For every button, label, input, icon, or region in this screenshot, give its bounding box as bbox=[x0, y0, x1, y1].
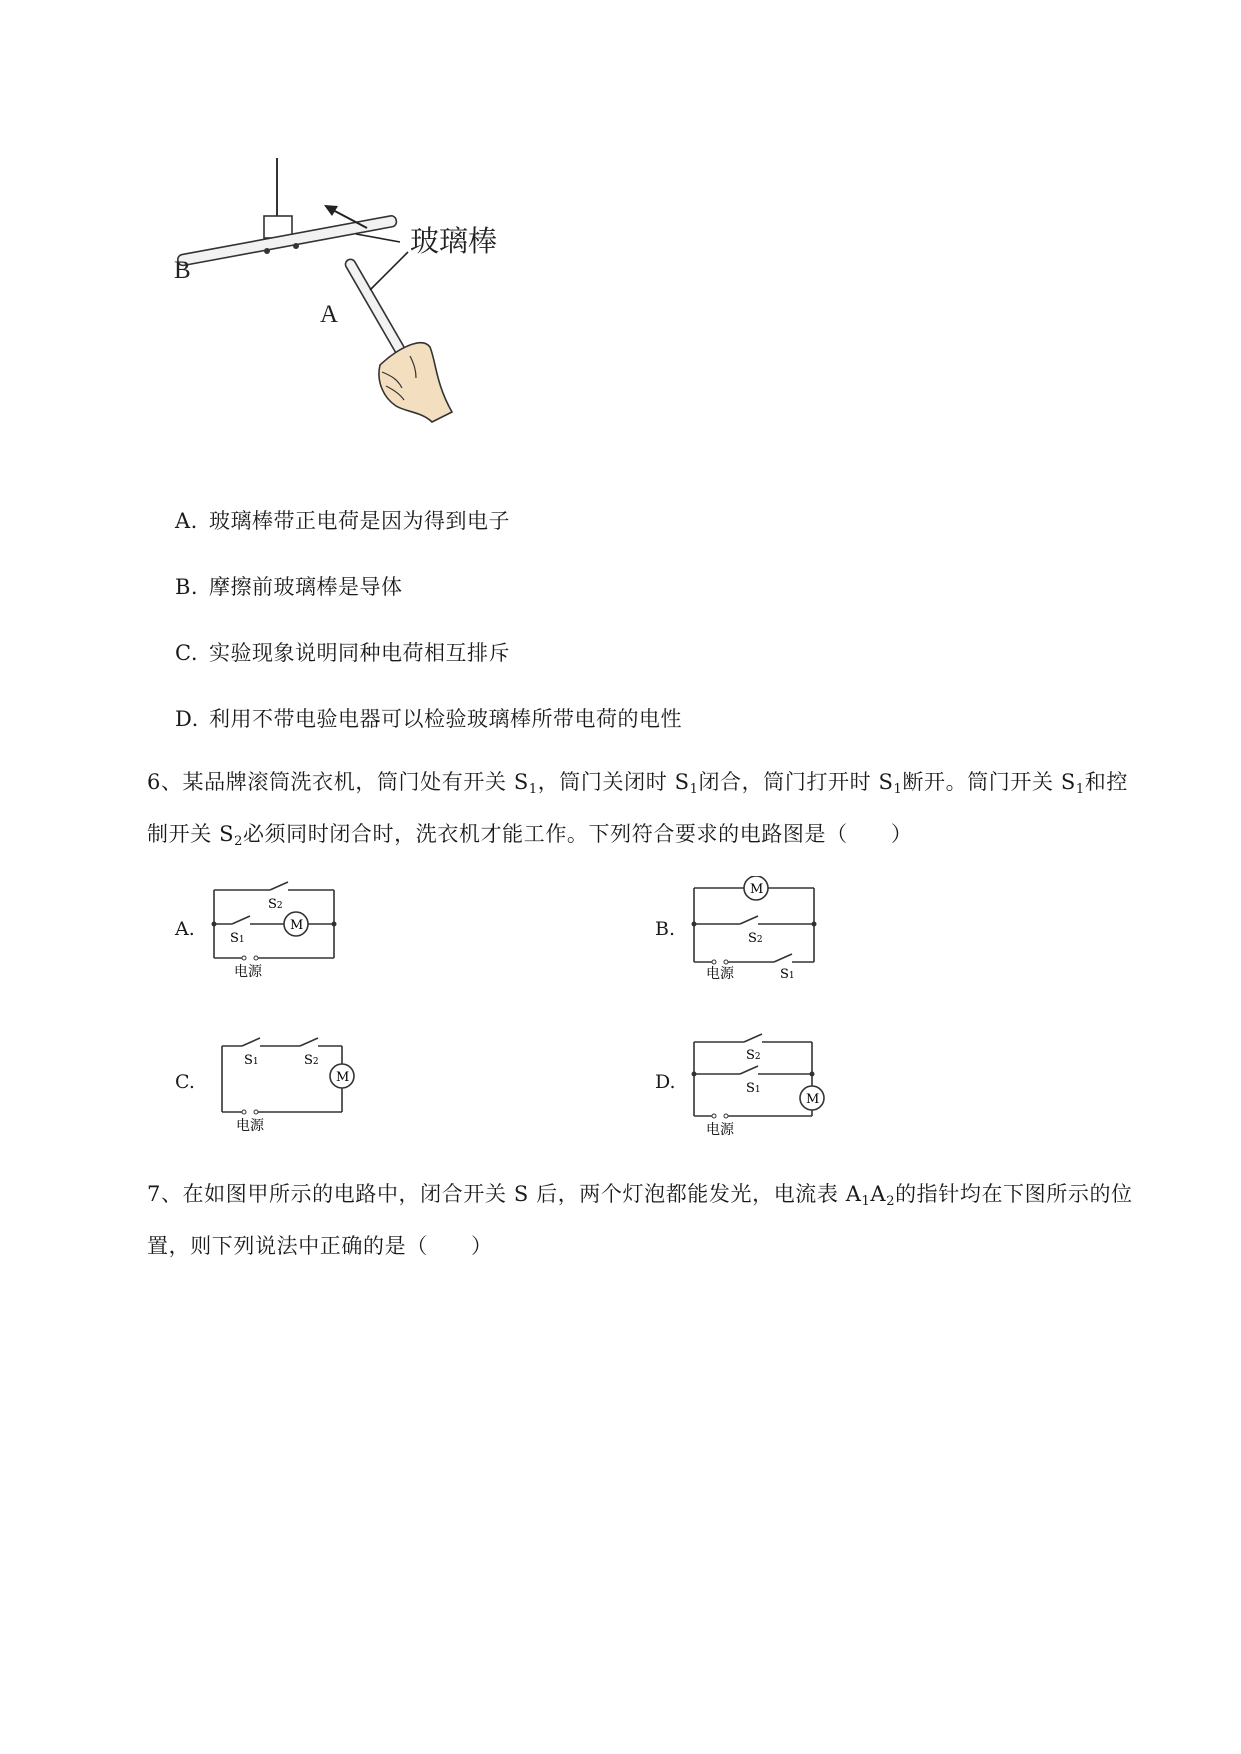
q5-option-d[interactable] bbox=[175, 703, 682, 733]
power-source-label: 电源 bbox=[706, 966, 734, 980]
option-label: A. bbox=[175, 509, 198, 533]
question-6: 6、某品牌滚筒洗衣机，筒门处有开关 $S_1$，筒门关闭时 $S_1$闭合，筒门打开时 $S_1$断开。筒门开关 $S_1$和控 制开关 $S_2$必须同时闭合时，洗衣机才能工作。下列符合要求的电路图是（ ） bbox=[147, 770, 1128, 849]
q6-option-c-label[interactable]: C. bbox=[175, 1071, 195, 1093]
q5-option-c[interactable] bbox=[175, 637, 510, 667]
label-glass-rod: 玻璃棒 bbox=[410, 226, 498, 258]
switch-s2-label: S2 bbox=[748, 931, 763, 946]
motor-label: M bbox=[336, 1070, 350, 1085]
switch-s1-label: S1 bbox=[230, 931, 245, 946]
label-rod-b: B bbox=[174, 257, 191, 284]
q5-option-b[interactable] bbox=[175, 571, 403, 601]
option-label: C. bbox=[175, 641, 198, 665]
option-text: 实验现象说明同种电荷相互排斥 bbox=[209, 641, 510, 665]
power-source-label: 电源 bbox=[236, 1118, 264, 1134]
q5-option-a[interactable] bbox=[175, 505, 510, 535]
motor-label: M bbox=[290, 918, 304, 933]
switch-s1-label: S1 bbox=[780, 967, 795, 980]
switch-s2-label: S2 bbox=[304, 1053, 319, 1068]
switch-s1-label: S1 bbox=[244, 1053, 259, 1068]
circuit-diagram-b[interactable] bbox=[690, 876, 825, 980]
option-label: B. bbox=[175, 575, 199, 599]
option-text: 利用不带电验电器可以检验玻璃棒所带电荷的电性 bbox=[209, 707, 682, 731]
power-source-label: 电源 bbox=[234, 964, 262, 980]
motor-label: M bbox=[806, 1092, 820, 1107]
q6-option-a-label[interactable]: A. bbox=[175, 918, 195, 940]
switch-s1-label: S1 bbox=[746, 1081, 761, 1096]
question-7: 7、在如图甲所示的电路中，闭合开关 S 后，两个灯泡都能发光，电流表 $A_1A_2$的指针均在下图所示的位 置，则下列说法中正确的是（ ） bbox=[147, 1182, 1133, 1258]
circuit-diagram-c[interactable] bbox=[214, 1034, 364, 1134]
circuit-diagram-a[interactable] bbox=[210, 880, 340, 980]
option-label: D. bbox=[175, 707, 199, 731]
glass-rod-figure bbox=[170, 150, 570, 470]
switch-s2-label: S2 bbox=[746, 1048, 761, 1063]
label-rod-a: A bbox=[320, 301, 339, 328]
switch-s2-label: S2 bbox=[268, 897, 283, 912]
motor-label: M bbox=[750, 882, 764, 897]
q6-option-b-label[interactable]: B. bbox=[655, 918, 676, 940]
option-text: 玻璃棒带正电荷是因为得到电子 bbox=[209, 509, 510, 533]
option-text: 摩擦前玻璃棒是导体 bbox=[209, 575, 403, 599]
power-source-label: 电源 bbox=[706, 1122, 734, 1138]
circuit-diagram-d[interactable] bbox=[690, 1030, 830, 1140]
q6-option-d-label[interactable]: D. bbox=[655, 1071, 676, 1093]
